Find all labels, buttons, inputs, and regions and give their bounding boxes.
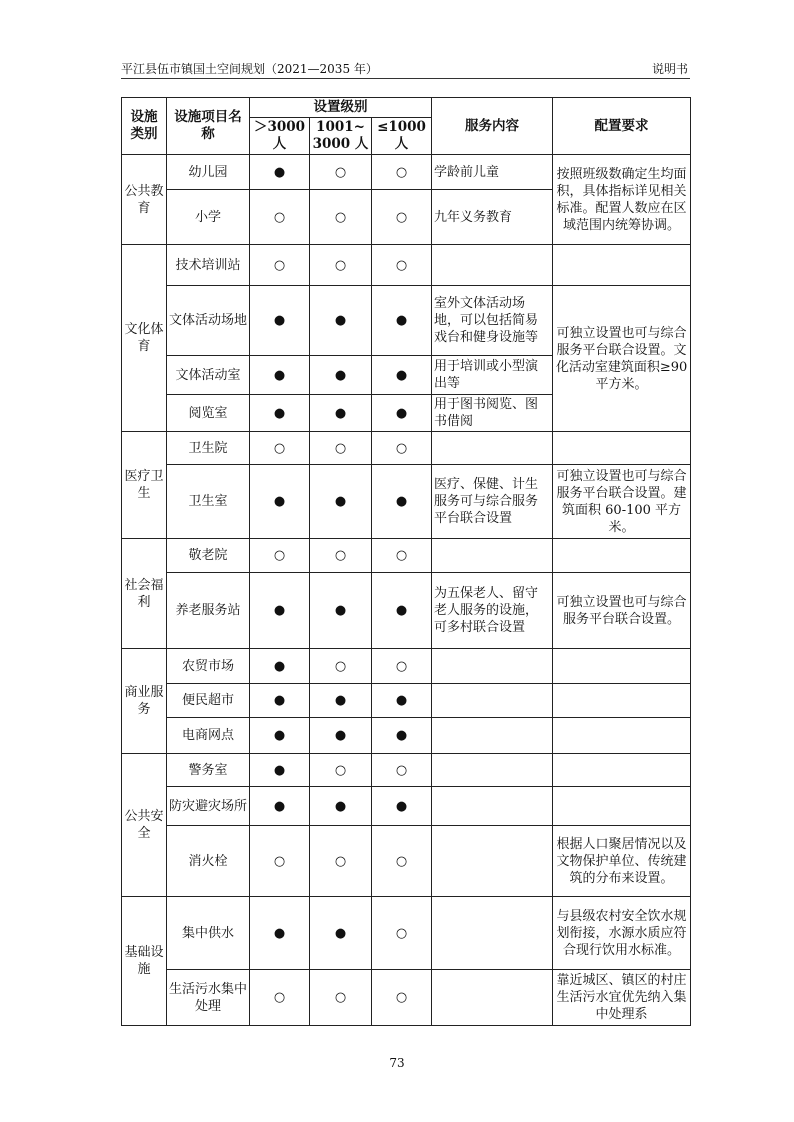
config-cell: 与县级农村安全饮水规划衔接，水源水质应符合现行饮用水标准。 [556, 908, 687, 958]
level-mark-cell-container [310, 754, 372, 787]
item-name-cell-container [167, 754, 250, 787]
level-mark-cell-container [310, 465, 372, 539]
category-cell-container [122, 245, 167, 432]
item-name-cell-container [167, 573, 250, 649]
category-cell: 基础设施 [124, 945, 164, 977]
item-name-cell: 集中供水 [181, 925, 234, 941]
service-cell-container [432, 356, 553, 395]
table-row [122, 649, 691, 684]
item-name-cell-container [167, 897, 250, 970]
item-name-cell: 防灾避灾场所 [169, 798, 248, 814]
level-mark-cell: ○ [334, 762, 347, 778]
level-mark-cell: ● [334, 925, 347, 941]
table-row [122, 286, 691, 356]
level-mark-cell-container [250, 970, 310, 1026]
level-mark-cell: ● [273, 603, 286, 618]
table-row [122, 539, 691, 573]
table-row [122, 787, 691, 826]
level-mark-cell-container [372, 286, 432, 356]
level-mark-cell-container [372, 826, 432, 897]
config-cell-container [553, 573, 691, 649]
level-mark-cell: ● [273, 762, 286, 778]
page-number: 73 [0, 1056, 794, 1070]
config-cell-container [553, 787, 691, 826]
level-mark-cell-container [310, 684, 372, 718]
level-mark-cell: ○ [273, 853, 286, 869]
level-mark-cell-container [310, 649, 372, 684]
level-mark-cell-container [372, 754, 432, 787]
service-cell: 为五保老人、留守老人服务的设施，可多村联合设置 [434, 586, 539, 635]
level-mark-cell: ○ [334, 853, 347, 869]
header-item: 设施项目名称 [167, 98, 250, 155]
service-cell-container [432, 245, 553, 286]
level-mark-cell: ○ [395, 209, 408, 225]
level-mark-cell: ● [273, 164, 286, 180]
level-mark-cell-container [250, 155, 310, 190]
service-cell: 九年义务教育 [434, 209, 513, 225]
level-mark-cell: ● [395, 405, 408, 421]
category-cell: 公共安全 [124, 809, 164, 841]
service-cell-container [432, 787, 553, 826]
item-name-cell: 卫生院 [188, 440, 228, 456]
item-name-cell-container [167, 718, 250, 754]
level-mark-cell: ● [395, 693, 408, 708]
level-mark-cell: ● [273, 925, 286, 941]
item-name-cell-container [167, 649, 250, 684]
service-cell-container [432, 573, 553, 649]
level-mark-cell-container [250, 718, 310, 754]
item-name-cell-container [167, 826, 250, 897]
level-mark-cell: ● [395, 603, 408, 618]
level-mark-cell-container [372, 395, 432, 432]
level-mark-cell: ○ [273, 257, 286, 273]
level-mark-cell-container [310, 970, 372, 1026]
level-mark-cell-container [372, 539, 432, 573]
category-cell-container [122, 539, 167, 649]
service-cell-container [432, 754, 553, 787]
level-mark-cell: ○ [395, 548, 408, 563]
level-mark-cell: ○ [395, 658, 408, 674]
service-cell: 医疗、保健、计生服务可与综合服务平台联合设置 [434, 477, 539, 526]
service-cell-container [432, 190, 553, 245]
service-cell-container [432, 649, 553, 684]
service-cell-container [432, 432, 553, 465]
level-mark-cell: ● [395, 728, 408, 743]
table-row [122, 155, 691, 190]
config-cell: 可独立设置也可与综合服务平台联合设置。 [556, 594, 687, 627]
item-name-cell: 警务室 [188, 762, 228, 778]
item-name-cell-container [167, 190, 250, 245]
header-level-large: ＞3000 人 [250, 118, 310, 155]
level-mark-cell-container [310, 897, 372, 970]
level-mark-cell-container [310, 432, 372, 465]
service-cell: 室外文体活动场地，可以包括简易戏台和健身设施等 [434, 296, 539, 345]
level-mark-cell-container [310, 356, 372, 395]
item-name-cell-container [167, 787, 250, 826]
level-mark-cell-container [250, 465, 310, 539]
category-cell: 商业服务 [124, 685, 164, 717]
table-row [122, 432, 691, 465]
config-cell-container [553, 432, 691, 465]
level-mark-cell: ○ [273, 548, 286, 563]
table-row [122, 573, 691, 649]
level-mark-cell-container [372, 649, 432, 684]
item-name-cell-container [167, 155, 250, 190]
item-name-cell: 生活污水集中处理 [169, 981, 248, 1014]
table-row [122, 684, 691, 718]
level-mark-cell-container [250, 190, 310, 245]
level-mark-cell: ● [334, 405, 347, 421]
level-mark-cell-container [250, 787, 310, 826]
level-mark-cell-container [310, 245, 372, 286]
config-cell-container [553, 897, 691, 970]
level-mark-cell-container [250, 573, 310, 649]
level-mark-cell-container [372, 190, 432, 245]
header-level: 设置级别 [250, 98, 432, 118]
level-mark-cell-container [250, 245, 310, 286]
level-mark-cell: ● [273, 798, 286, 814]
level-mark-cell: ○ [395, 762, 408, 778]
service-cell: 用于培训或小型演出等 [434, 359, 539, 391]
config-cell-container [553, 649, 691, 684]
category-cell: 医疗卫生 [124, 469, 164, 501]
level-mark-cell: ● [334, 728, 347, 743]
level-mark-cell-container [372, 432, 432, 465]
category-cell-container [122, 897, 167, 1026]
service-cell-container [432, 897, 553, 970]
item-name-cell: 阅览室 [188, 405, 228, 421]
level-mark-cell-container [250, 432, 310, 465]
category-cell: 公共教育 [124, 183, 164, 216]
level-mark-cell-container [310, 539, 372, 573]
level-mark-cell: ● [395, 313, 408, 328]
table-row [122, 897, 691, 970]
item-name-cell: 幼儿园 [188, 164, 228, 180]
level-mark-cell: ● [334, 367, 347, 383]
item-name-cell: 文体活动室 [175, 367, 241, 383]
item-name-cell: 敬老院 [188, 548, 228, 563]
level-mark-cell: ○ [334, 658, 347, 674]
item-name-cell: 文体活动场地 [169, 313, 248, 328]
item-name-cell: 小学 [194, 209, 221, 225]
item-name-cell: 卫生室 [188, 494, 228, 509]
level-mark-cell-container [372, 970, 432, 1026]
service-cell-container [432, 684, 553, 718]
level-mark-cell: ○ [334, 164, 347, 180]
level-mark-cell: ● [273, 313, 286, 328]
table-row [122, 718, 691, 754]
level-mark-cell: ○ [334, 440, 347, 456]
category-cell-container [122, 754, 167, 897]
item-name-cell-container [167, 395, 250, 432]
service-cell-container [432, 539, 553, 573]
item-name-cell-container [167, 539, 250, 573]
level-mark-cell-container [250, 897, 310, 970]
config-cell: 靠近城区、镇区的村庄生活污水宜优先纳入集中处理系 [556, 973, 687, 1022]
item-name-cell: 消火栓 [188, 853, 228, 869]
item-name-cell-container [167, 465, 250, 539]
level-mark-cell-container [250, 684, 310, 718]
config-cell-container [553, 754, 691, 787]
level-mark-cell: ● [273, 405, 286, 421]
item-name-cell-container [167, 356, 250, 395]
config-cell-container [553, 245, 691, 286]
level-mark-cell-container [310, 573, 372, 649]
item-name-cell: 电商网点 [181, 728, 234, 743]
category-cell: 社会福利 [124, 577, 164, 610]
level-mark-cell: ○ [273, 440, 286, 456]
item-name-cell-container [167, 970, 250, 1026]
level-mark-cell: ● [334, 313, 347, 328]
item-name-cell: 养老服务站 [175, 603, 241, 618]
service-cell-container [432, 970, 553, 1026]
level-mark-cell-container [372, 718, 432, 754]
level-mark-cell-container [250, 826, 310, 897]
config-cell-container [553, 286, 691, 432]
service-cell-container [432, 718, 553, 754]
level-mark-cell: ○ [334, 209, 347, 225]
level-mark-cell: ● [273, 693, 286, 708]
level-mark-cell-container [372, 684, 432, 718]
config-cell-container [553, 970, 691, 1026]
page-header [121, 62, 690, 79]
config-cell-container [553, 539, 691, 573]
header-service: 服务内容 [432, 98, 553, 155]
level-mark-cell: ○ [395, 440, 408, 456]
config-cell-container [553, 718, 691, 754]
service-cell-container [432, 155, 553, 190]
level-mark-cell-container [372, 573, 432, 649]
category-cell-container [122, 432, 167, 539]
level-mark-cell-container [310, 718, 372, 754]
level-mark-cell-container [250, 395, 310, 432]
level-mark-cell: ○ [395, 925, 408, 941]
item-name-cell: 便民超市 [181, 693, 234, 708]
item-name-cell-container [167, 432, 250, 465]
item-name-cell: 技术培训站 [175, 257, 241, 273]
level-mark-cell: ● [334, 693, 347, 708]
header-level-small: ≤1000 人 [372, 118, 432, 155]
level-mark-cell-container [372, 897, 432, 970]
level-mark-cell: ● [273, 658, 286, 674]
item-name-cell: 农贸市场 [181, 658, 234, 674]
table-row [122, 465, 691, 539]
table-row [122, 245, 691, 286]
service-cell-container [432, 286, 553, 356]
category-cell-container [122, 649, 167, 754]
level-mark-cell-container [372, 155, 432, 190]
level-mark-cell: ● [334, 798, 347, 814]
level-mark-cell: ○ [395, 853, 408, 869]
service-cell-container [432, 395, 553, 432]
config-cell: 可独立设置也可与综合服务平台联合设置。建筑面积 60-100 平方米。 [556, 468, 687, 535]
config-cell: 可独立设置也可与综合服务平台联合设置。文化活动室建筑面积≥90 平方米。 [555, 325, 688, 392]
level-mark-cell: ○ [395, 164, 408, 180]
item-name-cell-container [167, 286, 250, 356]
level-mark-cell: ● [395, 798, 408, 814]
header-category: 设施类别 [122, 98, 167, 155]
level-mark-cell: ○ [273, 990, 286, 1005]
level-mark-cell: ○ [395, 990, 408, 1005]
level-mark-cell-container [310, 286, 372, 356]
level-mark-cell-container [372, 465, 432, 539]
service-cell-container [432, 826, 553, 897]
level-mark-cell-container [372, 245, 432, 286]
table-row [122, 754, 691, 787]
level-mark-cell: ● [273, 494, 286, 509]
config-cell: 按照班级数确定生均面积，具体指标详见相关标准。配置人数应在区域范围内统筹协调。 [556, 166, 687, 233]
header-config: 配置要求 [553, 98, 691, 155]
level-mark-cell: ● [273, 728, 286, 743]
service-cell-container [432, 465, 553, 539]
level-mark-cell: ○ [395, 257, 408, 273]
config-cell-container [553, 684, 691, 718]
level-mark-cell-container [250, 754, 310, 787]
config-cell-container [553, 465, 691, 539]
level-mark-cell: ○ [334, 990, 347, 1005]
level-mark-cell-container [372, 787, 432, 826]
level-mark-cell-container [310, 787, 372, 826]
level-mark-cell-container [250, 356, 310, 395]
config-cell: 根据人口聚居情况以及文物保护单位、传统建筑的分布来设置。 [556, 836, 687, 886]
level-mark-cell: ○ [334, 257, 347, 273]
service-cell: 学龄前儿童 [434, 164, 500, 180]
level-mark-cell: ● [334, 603, 347, 618]
document-title: 平江县伍市镇国土空间规划（2021—2035 年） [121, 62, 378, 76]
level-mark-cell: ○ [273, 209, 286, 225]
item-name-cell-container [167, 684, 250, 718]
table-row [122, 970, 691, 1026]
level-mark-cell-container [250, 649, 310, 684]
level-mark-cell-container [372, 356, 432, 395]
config-cell-container [553, 826, 691, 897]
level-mark-cell: ● [273, 367, 286, 383]
category-cell: 文化体育 [124, 322, 164, 354]
level-mark-cell-container [310, 395, 372, 432]
level-mark-cell-container [310, 826, 372, 897]
table-row [122, 826, 691, 897]
header-level-mid: 1001~3000 人 [310, 118, 372, 155]
level-mark-cell: ○ [334, 548, 347, 563]
level-mark-cell: ● [334, 494, 347, 509]
level-mark-cell: ● [395, 494, 408, 509]
facility-table [121, 97, 691, 1026]
level-mark-cell-container [310, 155, 372, 190]
level-mark-cell-container [250, 539, 310, 573]
level-mark-cell-container [310, 190, 372, 245]
document-type: 说明书 [651, 62, 688, 76]
category-cell-container [122, 155, 167, 245]
level-mark-cell: ● [395, 367, 408, 383]
service-cell: 用于图书阅览、图书借阅 [434, 397, 539, 429]
level-mark-cell-container [250, 286, 310, 356]
item-name-cell-container [167, 245, 250, 286]
config-cell-container [553, 155, 691, 245]
